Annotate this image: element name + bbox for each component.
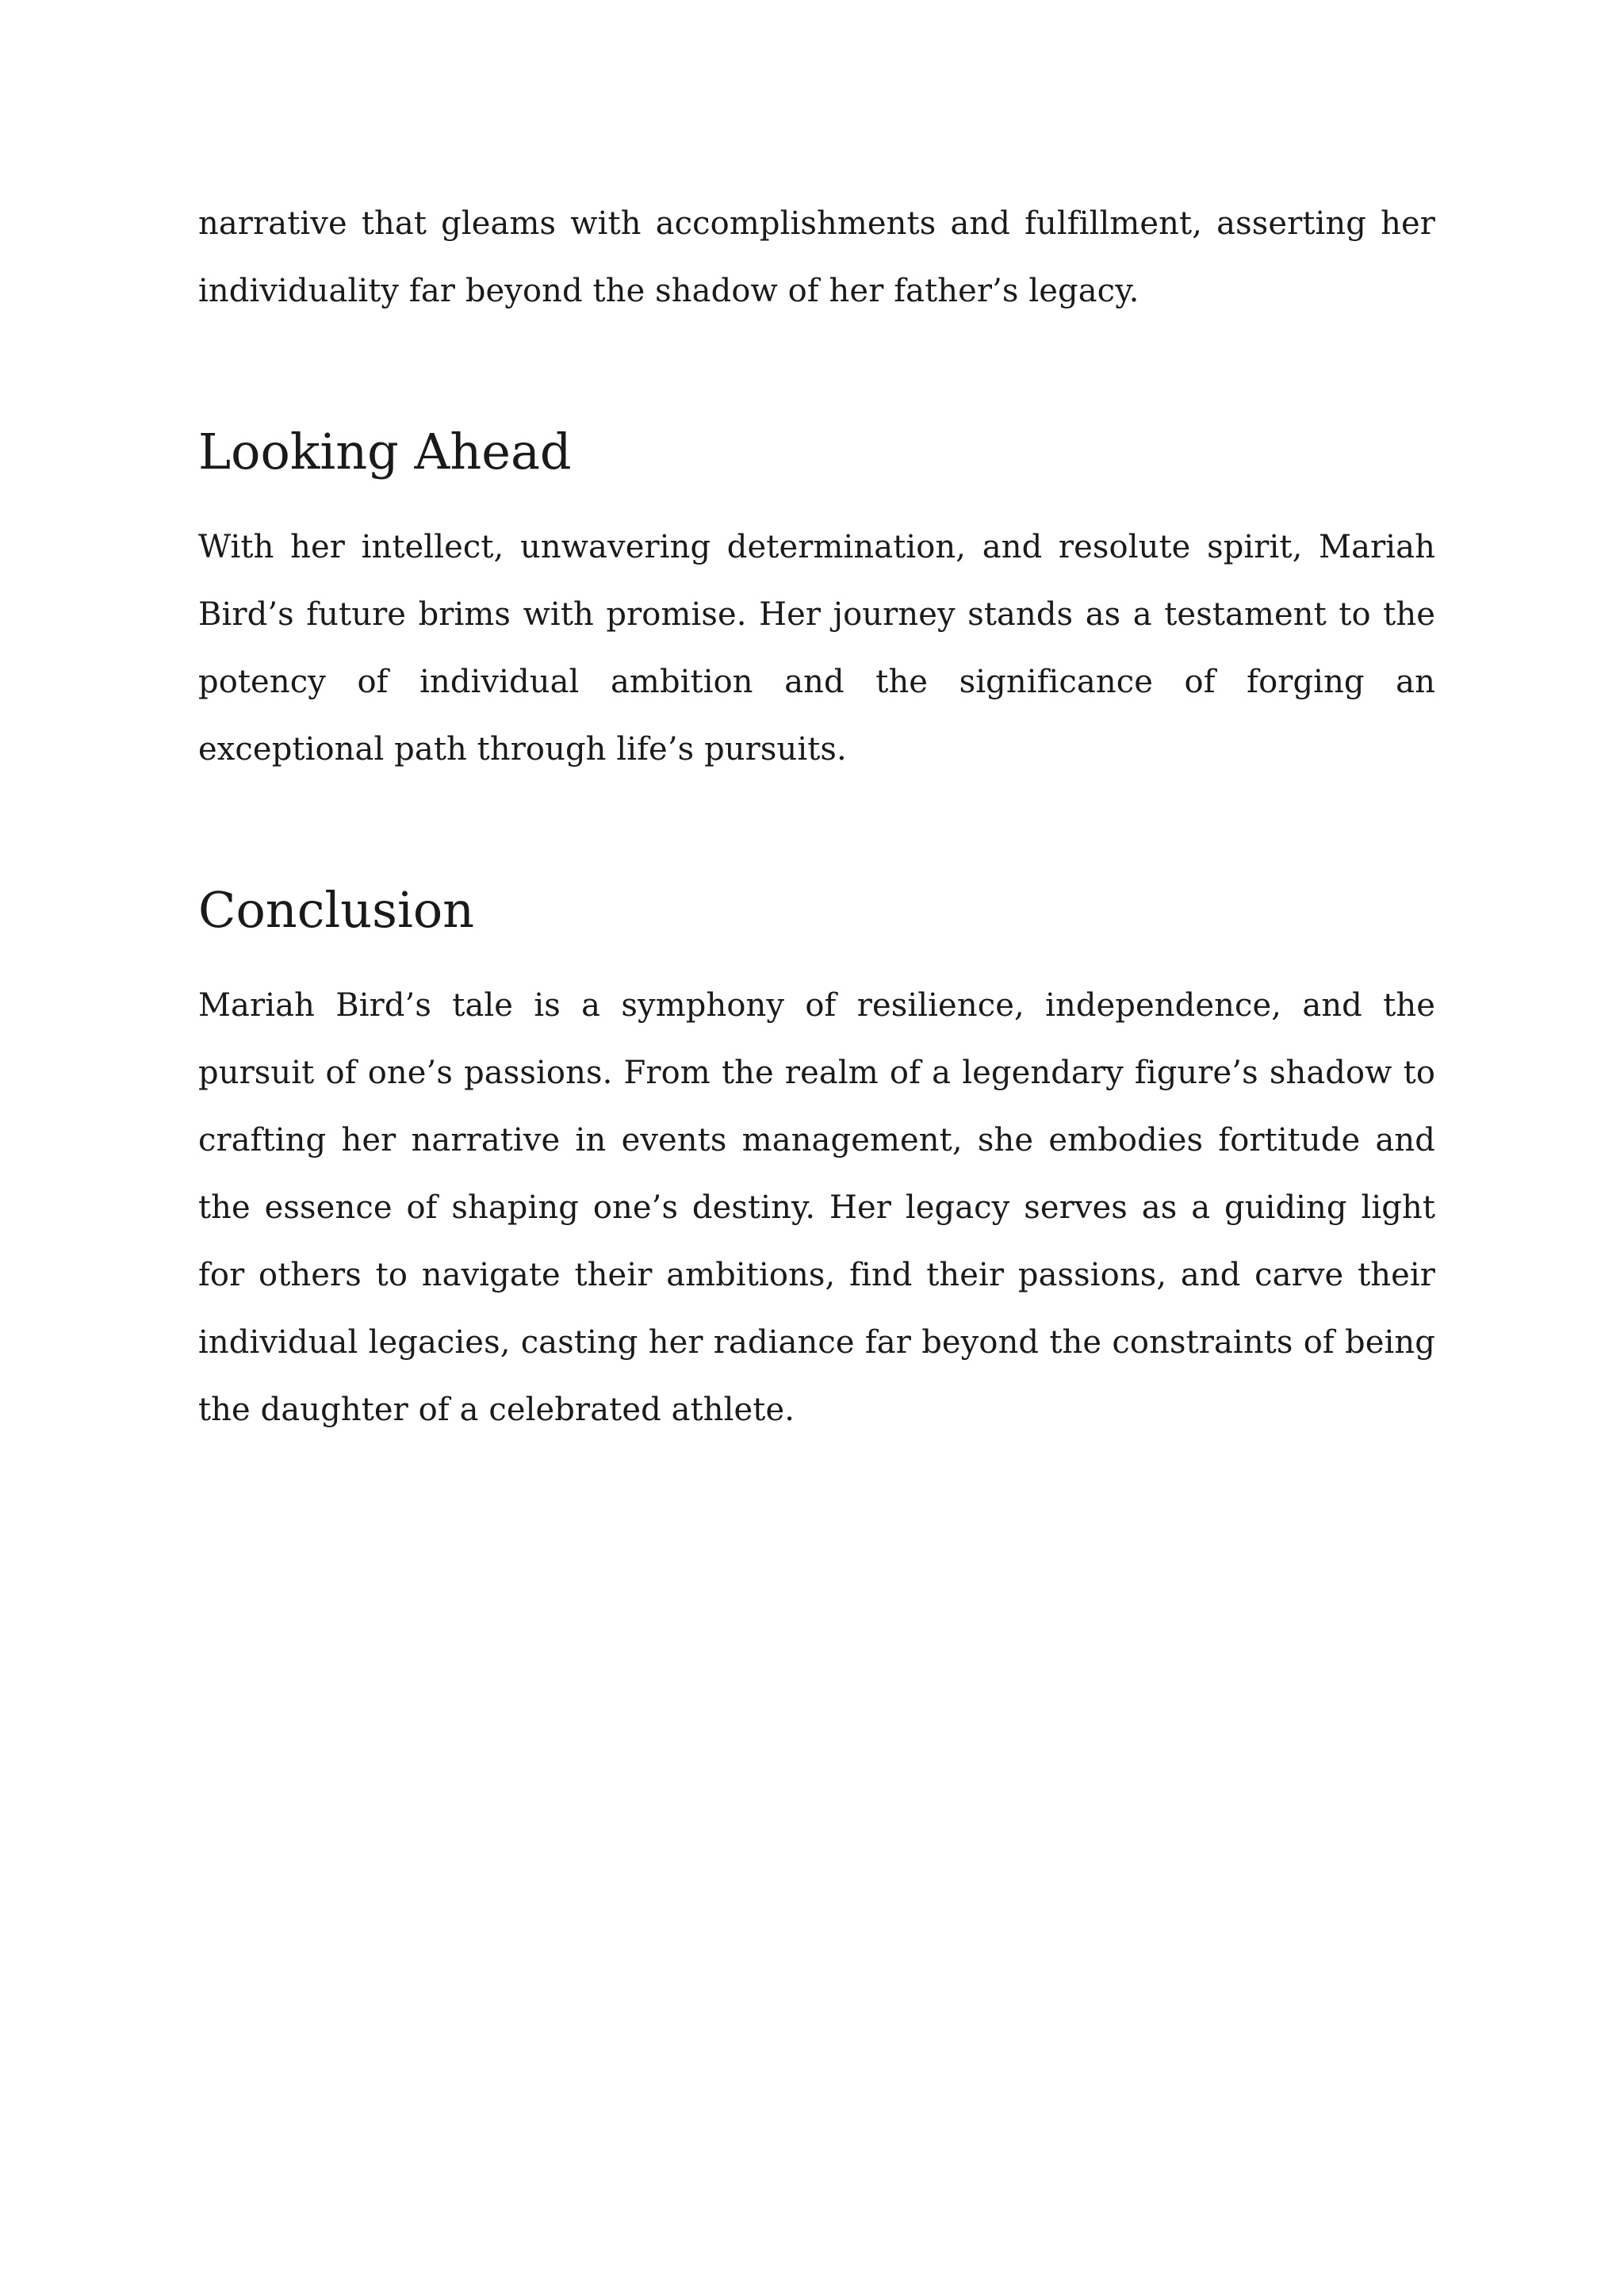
looking-ahead-paragraph: With her intellect, unwavering determination, and resolute spirit, Mariah Bird’s future brims with promise. Her journey stands as a testament to the potency of individual ambition and the significance of forging an exceptional path through life’s pursuits.	[198, 529, 1435, 768]
document-page	[198, 190, 1435, 1444]
intro-tail-paragraph: narrative that gleams with accomplishments and fulfillment, asserting her individuality far beyond the shadow of her father’s legacy.	[198, 205, 1435, 309]
conclusion-heading: Conclusion	[198, 881, 475, 939]
conclusion-paragraph: Mariah Bird’s tale is a symphony of resilience, independence, and the pursuit of one’s passions. From the realm of a legendary figure’s shadow to crafting her narrative in events management, she embodies fortitude and the essence of shaping one’s destiny. Her legacy serves as a guiding light for others to navigate their ambitions, find their passions, and carve their individual legacies, casting her radiance far beyond the constraints of being the daughter of a celebrated athlete.	[198, 987, 1435, 1428]
looking-ahead-heading: Looking Ahead	[198, 423, 572, 481]
